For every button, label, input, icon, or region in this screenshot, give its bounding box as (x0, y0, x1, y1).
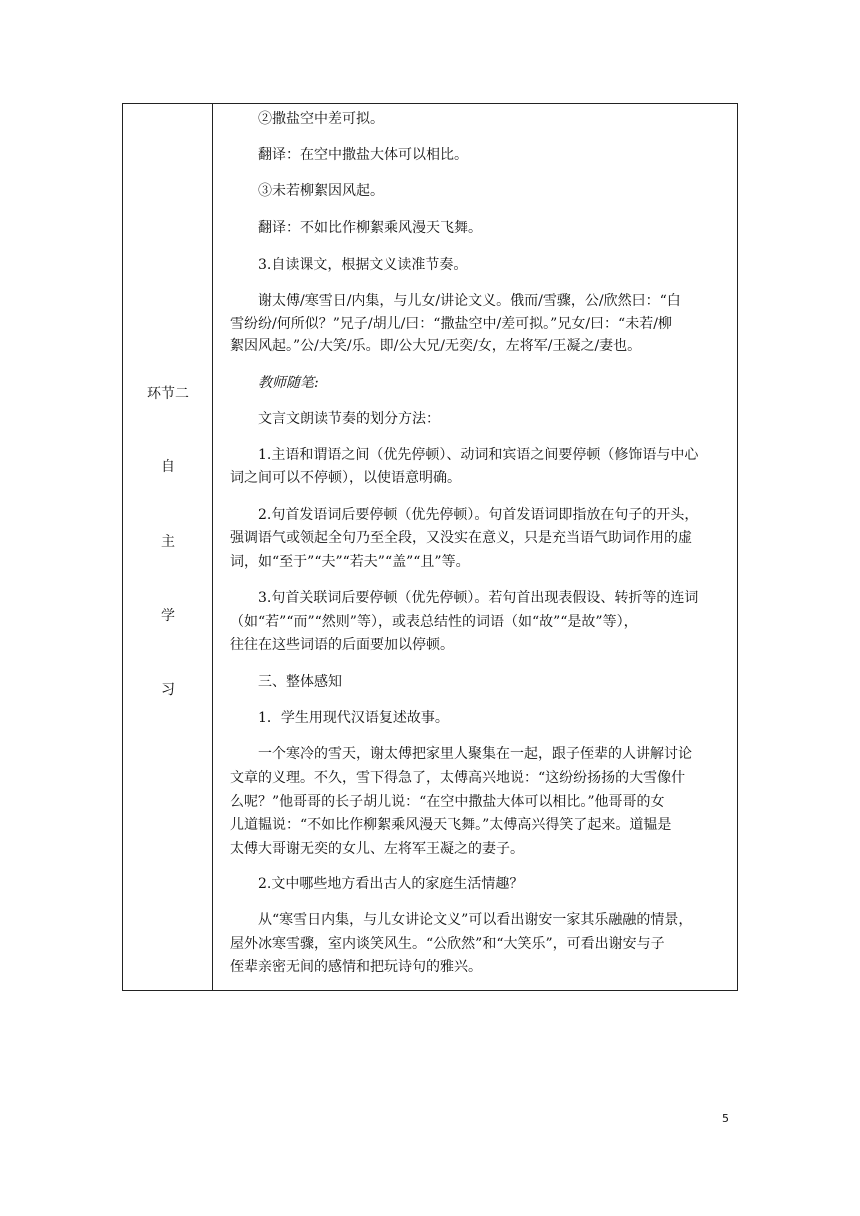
content-line: 侄辈亲密无间的感情和把玩诗句的雅兴。 (230, 959, 482, 975)
content-line: 2.句首发语词后要停顿（优先停顿）。句首发语词即指放在句子的开头， (258, 507, 699, 523)
content-line: 儿道韫说：“不如比作柳絮乘风漫天飞舞。”太傅高兴得笑了起来。道韫是 (230, 817, 672, 833)
content-line: 3.自读课文，根据文义读准节奏。 (258, 257, 468, 273)
content-line: 1.主语和谓语之间（优先停顿）、动词和宾语之间要停顿（修饰语与中心 (258, 447, 699, 463)
content-line: 谢太傅/寒雪日/内集，与儿女/讲论文义。俄而/雪骤，公/欣然曰：“白 (258, 293, 681, 309)
teacher-notes-heading: 教师随笔: (258, 375, 319, 391)
page-number: 5 (722, 1112, 729, 1125)
content-line: 词之间可以不停顿），以使语意明确。 (230, 470, 461, 486)
content-line: 雪纷纷/何所似？”兄子/胡儿/曰：“撒盐空中/差可拟。”兄女/曰：“未若/柳 (230, 316, 672, 332)
content-line: 絮因风起。”公/大笑/乐。即/公大兄/无奕/女，左将军/王凝之/妻也。 (230, 338, 642, 354)
content-cell (214, 104, 737, 990)
content-line: 太傅大哥谢无奕的女儿、左将军王凝之的妻子。 (230, 841, 524, 857)
content-line: 2.文中哪些地方看出古人的家庭生活情趣？ (258, 876, 524, 892)
content-line: 文言文朗读节奏的划分方法： (258, 411, 440, 427)
section-label-2: 自 (161, 459, 175, 475)
section-label-3: 主 (161, 534, 175, 550)
content-line: 么呢？”他哥哥的长子胡儿说：“在空中撒盐大体可以相比。”他哥哥的女 (230, 794, 665, 810)
section-label-4: 学 (161, 608, 175, 624)
content-line: 屋外冰寒雪骤，室内谈笑风生。“公欣然”和“大笑乐”，可看出谢安与子 (230, 936, 665, 952)
content-line: 强调语气或领起全句乃至全段，又没实在意义，只是充当语气助词作用的虚 (230, 530, 692, 546)
content-line: 从“寒雪日内集，与儿女讲论文义”可以看出谢安一家其乐融融的情景， (258, 912, 693, 928)
content-line: ③未若柳絮因风起。 (258, 183, 384, 199)
section-label-1: 环节二 (147, 386, 189, 402)
content-line: 词，如“至于”“夫”“若夫”“盖”“且”等。 (230, 554, 470, 570)
content-line: 3.句首关联词后要停顿（优先停顿）。若句首出现表假设、转折等的连词 (258, 590, 699, 606)
content-line: 三、整体感知 (258, 674, 342, 690)
content-line: ②撒盐空中差可拟。 (258, 111, 384, 127)
content-line: 翻译：在空中撒盐大体可以相比。 (258, 147, 468, 163)
content-line: 翻译：不如比作柳絮乘风漫天飞舞。 (258, 220, 482, 236)
content-line: （如“若”“而”“然则”等），或表总结性的词语（如“故”“是故”等）， (230, 614, 638, 630)
section-label-cell (123, 104, 213, 990)
content-line: 往往在这些词语的后面要加以停顿。 (230, 637, 454, 653)
section-label-5: 习 (161, 682, 175, 698)
content-line: 文章的义理。不久，雪下得急了，太傅高兴地说：“这纷纷扬扬的大雪像什 (230, 770, 686, 786)
content-line: 一个寒冷的雪天，谢太傅把家里人聚集在一起，跟子侄辈的人讲解讨论 (258, 746, 692, 762)
content-line: 1．学生用现代汉语复述故事。 (258, 710, 449, 726)
lesson-table (122, 103, 738, 991)
